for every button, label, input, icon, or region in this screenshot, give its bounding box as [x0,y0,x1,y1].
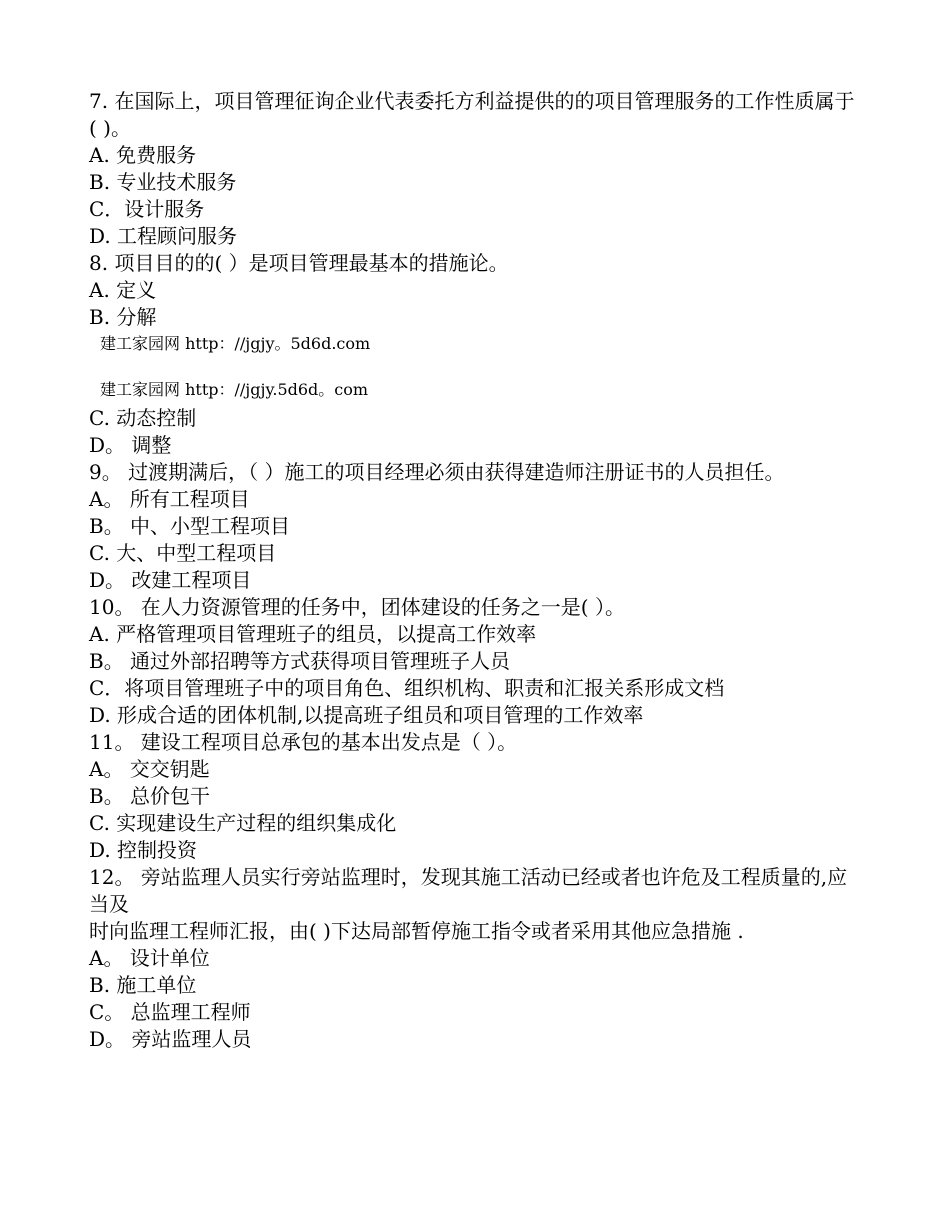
question-11-stem: 11。 建设工程项目总承包的基本出发点是（ ）。 [89,730,518,754]
question-9-option-d: D。 改建工程项目 [89,568,252,592]
question-9-option-c: C. 大、中型工程项目 [89,541,277,565]
question-10-option-d: D. 形成合适的团体机制,以提高班子组员和项目管理的工作效率 [89,703,644,727]
question-11-option-c: C. 实现建设生产过程的组织集成化 [89,811,397,835]
question-10-option-b: B。 通过外部招聘等方式获得项目管理班子人员 [89,649,511,673]
question-9-option-b: B。 中、小型工程项目 [89,514,291,538]
question-7-stem: 7. 在国际上，项目管理征询企业代表委托方利益提供的的项目管理服务的工作性质属于 [89,89,855,113]
question-12-option-d: D。 旁站监理人员 [89,1027,252,1051]
question-8-option-a: A. 定义 [89,278,157,302]
question-7-option-a: A. 免费服务 [89,143,197,167]
source-watermark-line: 建工家园网 http：//jgjy。5d6d.com [100,334,371,353]
question-7-option-c: C．设计服务 [89,197,205,221]
question-10-stem: 10。 在人力资源管理的任务中，团体建设的任务之一是( ）。 [89,595,625,619]
question-9-stem: 9。 过渡期满后，（ ）施工的项目经理必须由获得建造师注册证书的人员担任。 [89,460,785,484]
question-12-stem-continued: 时向监理工程师汇报，由( )下达局部暂停施工指令或者采用其他应急措施 . [89,919,744,943]
question-11-option-a: A。 交交钥匙 [89,757,210,781]
question-11-option-b: B。 总价包干 [89,784,211,808]
question-12-option-c: C。 总监理工程师 [89,1000,251,1024]
question-7-option-d: D. 工程顾问服务 [89,224,238,248]
question-8-option-c: C. 动态控制 [89,406,197,430]
question-8-stem: 8. 项目目的的( ）是项目管理最基本的措施论。 [89,251,509,275]
document-page [89,88,864,1053]
question-7-blank: ( )。 [89,116,131,140]
question-12-option-a: A。 设计单位 [89,946,210,970]
source-watermark-line: 建工家园网 http：//jgjy.5d6d。com [100,380,369,399]
question-11-option-d: D. 控制投资 [89,838,198,862]
question-7-option-b: B. 专业技术服务 [89,170,237,194]
question-12-option-b: B. 施工单位 [89,973,197,997]
question-9-option-a: A。 所有工程项目 [89,487,250,511]
question-10-option-c: C．将项目管理班子中的项目角色、组织机构、职责和汇报关系形成文档 [89,676,725,700]
question-10-option-a: A. 严格管理项目管理班子的组员，以提高工作效率 [89,622,537,646]
question-8-option-d: D。 调整 [89,433,172,457]
question-8-option-b: B. 分解 [89,305,157,329]
question-12-stem: 12。 旁站监理人员实行旁站监理时，发现其施工活动已经或者也许危及工程质量的,应当及 [89,865,848,916]
